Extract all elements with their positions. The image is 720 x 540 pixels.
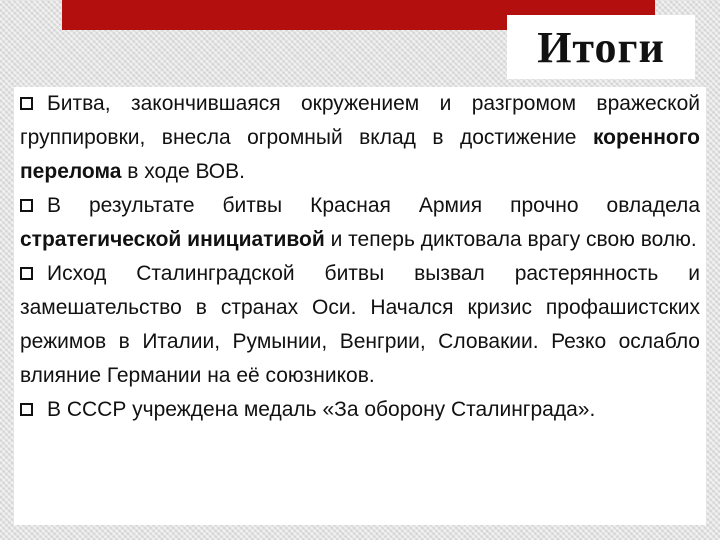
bullet-item-1	[20, 87, 700, 189]
bullet-item-3	[20, 257, 700, 393]
square-bullet-icon	[20, 87, 37, 121]
bullet-list	[14, 87, 706, 427]
bullet-1-bold: коренного перелома	[20, 126, 700, 183]
title-box	[507, 15, 695, 79]
square-bullet-icon	[20, 257, 37, 291]
bullet-1-text-end: в ходе ВОВ.	[121, 160, 245, 183]
content-box	[14, 87, 706, 525]
slide-title: Итоги	[537, 22, 665, 72]
bullet-item-4	[20, 393, 700, 427]
bullet-2-bold: стратегической инициативой	[20, 228, 325, 251]
bullet-item-2	[20, 189, 700, 257]
bullet-4-text: В СССР учреждена медаль «За оборону Сталинграда».	[47, 398, 596, 421]
bullet-1-text: Битва, закончившаяся окружением и разгромом вражеской группировки, внесла огромный вклад в достижение	[20, 92, 700, 149]
square-bullet-icon	[20, 189, 37, 223]
square-bullet-icon	[20, 393, 37, 427]
bullet-3-text: Исход Сталинградской битвы вызвал растерянность и замешательство в странах Оси. Начался кризис профашистских режимов в Италии, Румынии, Венгрии, Словакии. Резко ослабло влияние Германии на её союзников.	[20, 262, 700, 387]
bullet-2-text: В результате битвы Красная Армия прочно овладела	[47, 194, 700, 217]
bullet-2-text-end: и теперь диктовала врагу свою волю.	[324, 228, 697, 251]
